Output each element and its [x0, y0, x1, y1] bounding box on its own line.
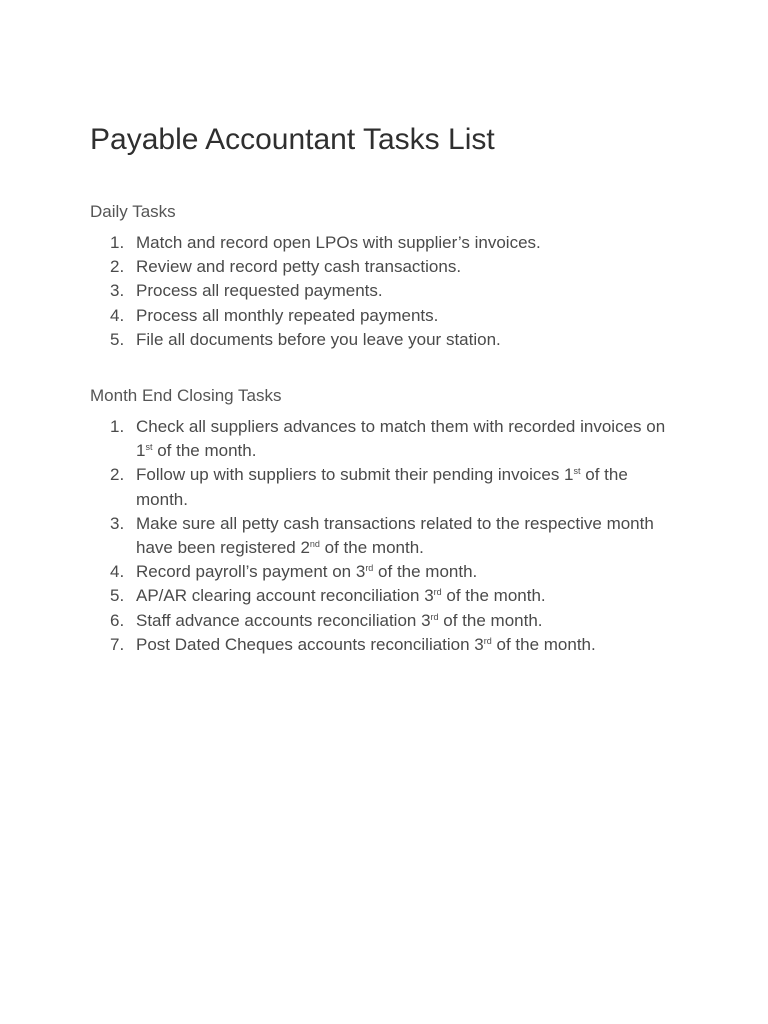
- item-text: Post Dated Cheques accounts reconciliation 3: [136, 634, 484, 654]
- item-text: of the month.: [319, 538, 424, 558]
- list-item: Process all monthly repeated payments.: [136, 305, 439, 325]
- month-end-tasks-list: [90, 415, 666, 657]
- item-text: AP/AR clearing account reconciliation 3: [136, 586, 434, 606]
- item-text: of the month.: [152, 441, 257, 461]
- item-text: Make sure all petty cash transactions related to the respective month have been registered 2: [136, 513, 654, 558]
- list-item: [136, 463, 666, 511]
- list-item: [136, 415, 666, 463]
- ordinal-suffix: nd: [309, 539, 320, 550]
- list-item: [136, 560, 666, 584]
- item-text: Follow up with suppliers to submit their pending invoices 1: [136, 465, 574, 485]
- list-item: Process all requested payments.: [136, 281, 383, 301]
- item-text: Staff advance accounts reconciliation 3: [136, 610, 431, 630]
- list-item: [136, 584, 666, 608]
- list-item: File all documents before you leave your station.: [136, 329, 501, 349]
- item-text: Record payroll’s payment on 3: [136, 562, 366, 582]
- ordinal-suffix: st: [573, 466, 581, 477]
- item-text: of the month.: [373, 562, 478, 582]
- list-item: [136, 633, 666, 657]
- ordinal-suffix: rd: [430, 611, 439, 622]
- month-end-tasks-heading: Month End Closing Tasks: [90, 386, 282, 405]
- item-text: of the month.: [438, 610, 543, 630]
- daily-tasks-heading: Daily Tasks: [90, 202, 176, 221]
- list-item: Match and record open LPOs with supplier’s invoices.: [136, 233, 541, 252]
- daily-tasks-list: [90, 231, 666, 352]
- ordinal-suffix: st: [145, 442, 153, 453]
- item-text: Check all suppliers advances to match them with recorded invoices on 1: [136, 417, 666, 461]
- ordinal-suffix: rd: [365, 563, 374, 574]
- item-text: of the month.: [136, 465, 628, 509]
- item-text: of the month.: [491, 634, 596, 654]
- list-item: [136, 512, 666, 560]
- item-text: of the month.: [441, 586, 546, 606]
- ordinal-suffix: rd: [483, 635, 492, 646]
- list-item: [136, 609, 666, 633]
- ordinal-suffix: rd: [433, 587, 442, 598]
- document-title: Payable Accountant Tasks List: [90, 123, 495, 156]
- list-item: Review and record petty cash transactions.: [136, 257, 462, 277]
